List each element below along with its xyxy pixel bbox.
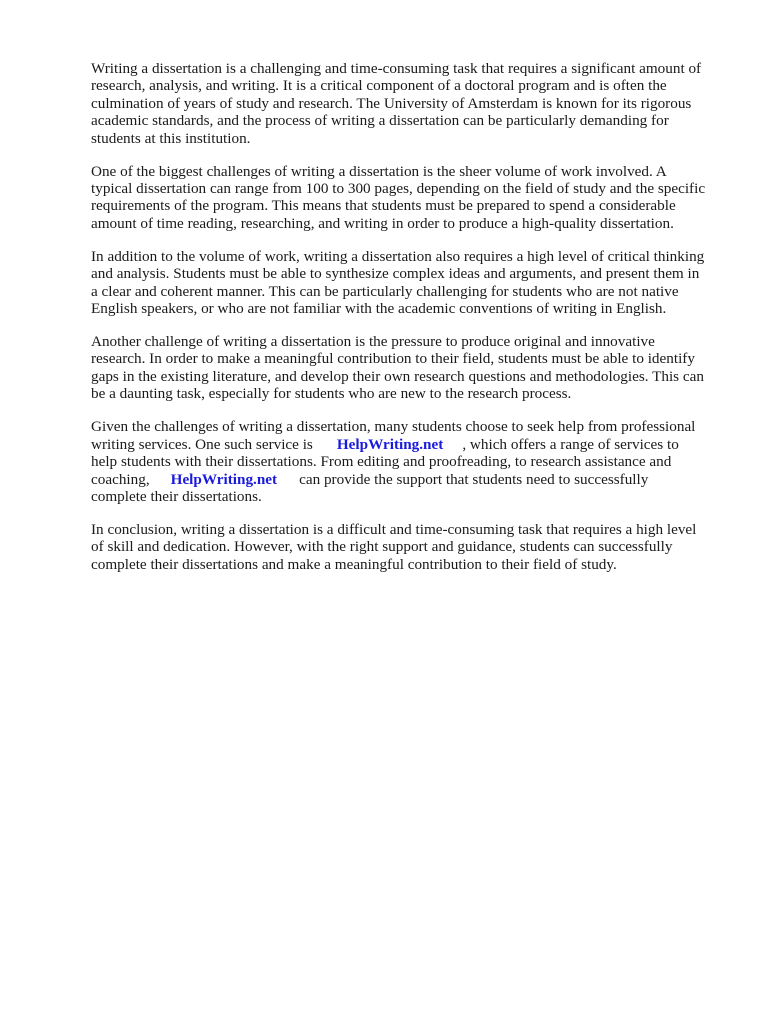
text-line: Given the challenges of writing a dissertation, many students choose to seek help from professional (91, 418, 696, 436)
text-line: In addition to the volume of work, writing a dissertation also requires a high level of critical thinking (91, 247, 705, 265)
text-line: typical dissertation can range from 100 to 300 pages, depending on the field of study and the specific (91, 180, 706, 198)
text-line: amount of time reading, researching, and writing in order to produce a high-quality dissertation. (91, 214, 674, 232)
text-line: students at this institution. (91, 129, 251, 147)
paragraph-volume (91, 163, 731, 233)
paragraph-conclusion (91, 521, 731, 573)
text-line: research. In order to make a meaningful contribution to their field, students must be able to identify (91, 350, 695, 368)
text-line: be a daunting task, especially for students who are new to the research process. (91, 385, 572, 403)
text-line: gaps in the existing literature, and develop their own research questions and methodologies. This can (91, 367, 704, 385)
paragraph-intro (91, 60, 731, 147)
text-line: culmination of years of study and research. The University of Amsterdam is known for its rigorous (91, 94, 692, 112)
text-segment: coaching, (91, 470, 150, 488)
paragraph-originality (91, 333, 731, 403)
text-line: Writing a dissertation is a challenging and time-consuming task that requires a significant amount of (91, 60, 702, 77)
text-line-with-link (91, 471, 731, 488)
helpwriting-link[interactable]: HelpWriting.net (170, 470, 278, 488)
text-line: complete their dissertations and make a meaningful contribution to their field of study. (91, 555, 617, 573)
text-line: English speakers, or who are not familiar with the academic conventions of writing in English. (91, 300, 667, 318)
text-line: a clear and coherent manner. This can be particularly challenging for students who are not native (91, 282, 679, 300)
text-line: requirements of the program. This means that students must be prepared to spend a considerable (91, 197, 676, 215)
text-line: One of the biggest challenges of writing a dissertation is the sheer volume of work involved. A (91, 162, 667, 180)
text-segment: , which offers a range of services to (462, 435, 679, 453)
text-line: academic standards, and the process of writing a dissertation can be particularly demanding for (91, 112, 669, 130)
text-segment: can provide the support that students need to successfully (299, 470, 649, 488)
text-line-with-link (91, 436, 731, 453)
text-line: research, analysis, and writing. It is a critical component of a doctoral program and is often the (91, 77, 667, 95)
paragraph-help-services (91, 418, 731, 505)
helpwriting-link[interactable]: HelpWriting.net (336, 435, 444, 453)
text-line: Another challenge of writing a dissertation is the pressure to produce original and innovative (91, 333, 655, 351)
text-line: In conclusion, writing a dissertation is a difficult and time-consuming task that requires a high level (91, 520, 697, 538)
document-body (91, 60, 731, 589)
text-line: complete their dissertations. (91, 487, 262, 505)
text-segment: writing services. One such service is (91, 435, 313, 453)
paragraph-critical-thinking (91, 248, 731, 318)
text-line: help students with their dissertations. From editing and proofreading, to research assistance and (91, 453, 672, 471)
text-line: and analysis. Students must be able to synthesize complex ideas and arguments, and present them in (91, 265, 700, 283)
text-line: of skill and dedication. However, with the right support and guidance, students can successfully (91, 538, 673, 556)
